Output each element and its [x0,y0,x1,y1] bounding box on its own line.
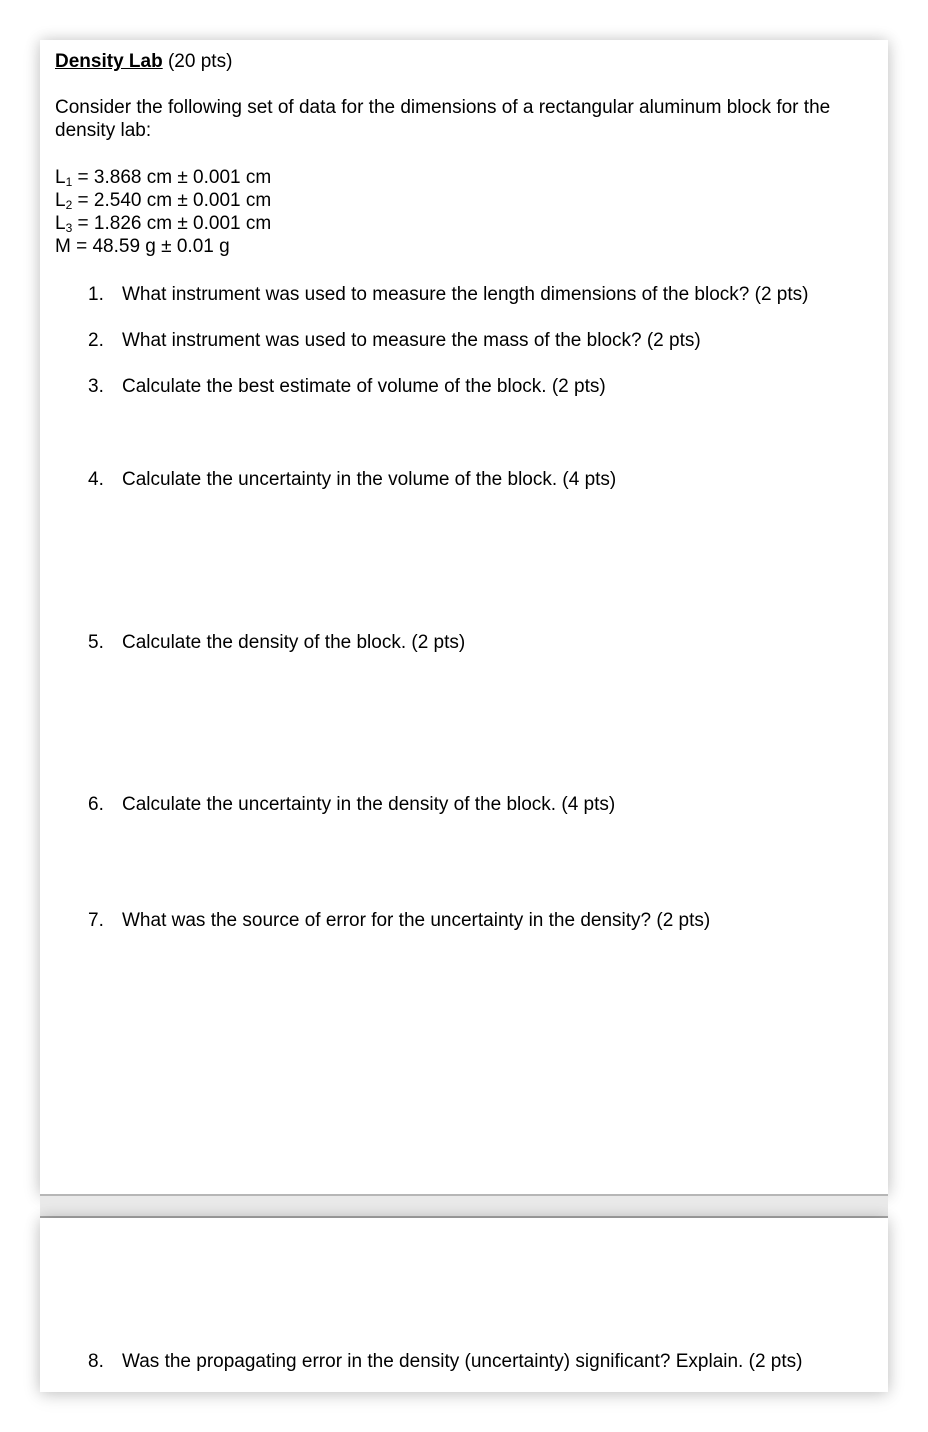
measurement-symbol: L [55,167,66,188]
measurement-symbol: L [55,190,66,211]
question-number: 2. [88,330,104,351]
measurement-subscript: 1 [65,175,73,189]
measurement-value: = 3.868 cm ± 0.001 cm [72,167,272,188]
question-3: Calculate the best estimate of volume of the block. (2 pts) [122,376,606,397]
measurement-value: = 2.540 cm ± 0.001 cm [72,190,272,211]
measurement-subscript: 2 [65,198,73,212]
question-8: Was the propagating error in the density (uncertainty) significant? Explain. (2 pts) [122,1351,803,1372]
page-break [40,1194,888,1218]
question-number: 6. [88,794,104,815]
question-number: 8. [88,1351,104,1372]
title-points: (20 pts) [167,51,233,72]
question-5: Calculate the density of the block. (2 pts) [122,632,466,653]
measurement-symbol: L [55,213,66,234]
measurement-symbol: M [55,236,71,257]
measurement-mass [55,235,230,258]
measurement-value: = 1.826 cm ± 0.001 cm [72,213,272,234]
question-1: What instrument was used to measure the length dimensions of the block? (2 pts) [122,284,809,305]
question-2: What instrument was used to measure the mass of the block? (2 pts) [122,330,701,351]
question-number: 5. [88,632,104,653]
question-6: Calculate the uncertainty in the density of the block. (4 pts) [122,794,616,815]
intro-line-2: density lab: [55,120,152,141]
question-7: What was the source of error for the uncertainty in the density? (2 pts) [122,910,711,931]
question-number: 3. [88,376,104,397]
question-number: 1. [88,284,104,305]
measurement-subscript: 3 [65,221,73,235]
measurement-value: = 48.59 g ± 0.01 g [70,236,230,257]
question-4: Calculate the uncertainty in the volume of the block. (4 pts) [122,469,617,490]
page-title [55,50,232,73]
question-number: 4. [88,469,104,490]
title-text: Density Lab [55,51,163,72]
intro-line-1: Consider the following set of data for the dimensions of a rectangular aluminum block for the [55,97,831,118]
question-number: 7. [88,910,104,931]
